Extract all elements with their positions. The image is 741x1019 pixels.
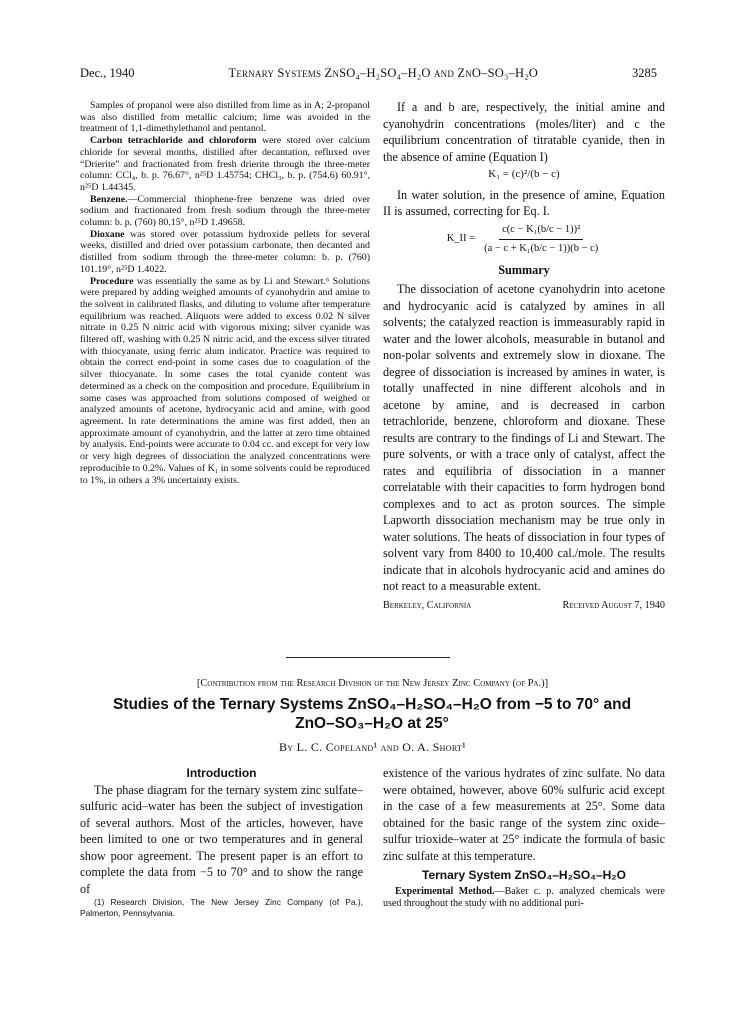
run-in-heading: Carbon tetrachloride and chloroform bbox=[90, 135, 257, 147]
top-right-column bbox=[383, 99, 665, 614]
equation-2-lhs: K_II = bbox=[446, 233, 476, 245]
equation-2-numerator: c(c − K₁(b/c − 1))² bbox=[499, 222, 583, 241]
paragraph-procedure: Procedure was essentially the same as by Li and Stewart.⁶ Solutions were prepared by adding weighed amounts of cyanohydrin and amine to the solvent in calibrated flasks, and diluting to volume after temperature equilibrium was reached. Aliquots were added to excess 0.02 N silver nitrate in 0.25 N nitric acid with vigorous mixing; silver cyanide was filtered off, washing with 0.25 N nitric acid, and the excess silver titrated with thiocyanate, using ferric alum indicator. Practice was required to obtain the correct end-point in some cases due to coagulation of the silver thiocyanate. In some cases the total cyanide content was determined as a check on the composition and procedure. Equilibrium in some cases was approached from solutions composed of weighed or analyzed amounts of acetone, hydrocyanic acid and amine, with good agreement. In rate determinations the amine was first added, then an approximate amount of cyanohydrin, and the latter at zero time obtained by analysis. End-points were accurate to 0.04 cc. and except for very low or very high degrees of dissociation the analyzed concentrations were reproducible to 0.2%. Values of K₁ in some solvents could be reproduced to 1%, in others a 3% uncertainty exists. bbox=[80, 275, 370, 486]
running-head bbox=[80, 66, 657, 84]
header-date: Dec., 1940 bbox=[80, 66, 135, 80]
summary-heading: Summary bbox=[498, 262, 550, 277]
signoff bbox=[383, 598, 665, 615]
header-title: Ternary Systems ZnSO₄–H₂SO₄–H₂O and ZnO–SO₃–H₂O bbox=[228, 66, 539, 80]
run-in-heading: Experimental Method. bbox=[395, 885, 495, 897]
signoff-place: Berkeley, California bbox=[383, 599, 472, 611]
run-in-heading: Benzene. bbox=[90, 193, 128, 205]
run-in-heading: Dioxane bbox=[90, 228, 125, 240]
summary-paragraph: The dissociation of acetone cyanohydrin into acetone and hydrocyanic acid is catalyzed by amines in all solvents; the catalyzed reaction is immeasurably rapid in water and the lower alcohols, measurable in butanol and non-polar solvents and extremely slow in dioxane. The degree of dissociation is increased by amines in water, is totally unaffected in nine different alcohols and in acetone by amine, and is decreased in carbon tetrachloride, benzene, chloroform and dioxane. These results are contrary to the findings of Li and Stewart. The pure solvents, or with a trace only of catalyst, affect the rates and equilibria of dissociation in a manner correlatable with their capacities to form hydrogen bond complexes and to act as proton sources. The simple Lapworth dissociation mechanism may be true only in water solutions. The heats of dissociation in four types of solvent vary from 8400 to 10,400 cal./mole. The results indicate that in alcohols hydrocyanic acid and amines do not react to a measurable extent. bbox=[383, 282, 665, 593]
bottom-left-column bbox=[80, 765, 363, 918]
equation-2-fraction bbox=[481, 222, 601, 258]
authors-line: By L. C. Copeland¹ and O. A. Short¹ bbox=[278, 740, 467, 754]
section-heading-ternary-system: Ternary System ZnSO₄–H₂SO₄–H₂O bbox=[422, 868, 626, 882]
paragraph-propanol: Samples of propanol were also distilled from lime as in A; 2-propanol was also distilled from metallic calcium; lime was avoided in the treatment of 1,1-dimethylethanol and pentanol. bbox=[80, 100, 370, 135]
paragraph-definitions: If a and b are, respectively, the initial amine and cyanohydrin concentrations (moles/liter) and c the equilibrium concentration of titratable cyanide, then in the absence of amine (Equation I) bbox=[383, 100, 665, 164]
paragraph-ccl4: Carbon tetrachloride and chloroform were stored over calcium chloride for several months, distilled after decantation, refluxed over “Drierite” and fractionated from fresh drierite through the three-meter column: CCl₄, b. p. 76.67°, n²⁵D 1.45754; CHCl₃, b. p. (754.6) 60.91°, n²⁵D 1.44345. bbox=[80, 135, 371, 193]
run-in-heading: Procedure bbox=[90, 275, 134, 287]
introduction-heading: Introduction bbox=[186, 766, 257, 780]
paragraph-experimental-method: Experimental Method.—Baker c. p. analyzed chemicals were used throughout the study with no additional puri- bbox=[383, 885, 665, 909]
equation-2 bbox=[383, 222, 665, 258]
introduction-paragraph: The phase diagram for the ternary system zinc sulfate–sulfuric acid–water has been the subject of investigation of several authors. Most of the articles, however, have been limited to one or two temperatures and in general show poor agreement. The present paper is an effort to complete the data from −5 to 70° and to show the range of bbox=[80, 782, 363, 896]
contribution-line: [Contribution from the Research Division of the New Jersey Zinc Company (of Pa.)] bbox=[196, 678, 549, 689]
paragraph-dioxane: Dioxane was stored over potassium hydroxide pellets for several weeks, distilled and dried over potassium carbonate, then decanted and distilled from sodium through the three-meter column: b. p. (760) 101.19°, n²⁵D 1.4022. bbox=[80, 228, 370, 275]
signoff-received: Received August 7, 1940 bbox=[562, 599, 665, 611]
footnote: (1) Research Division, The New Jersey Zinc Company (of Pa.), Palmerton, Pennsylvania. bbox=[80, 897, 363, 918]
continuation-paragraph: existence of the various hydrates of zinc sulfate. No data were obtained, however, above 60% sulfuric acid except in the case of a few measurements at 25°. Some data obtained for the basic range of the system zinc oxide–sulfur trioxide–water at 25° indicate the formula of basic zinc sulfate at this temperature. bbox=[383, 766, 665, 863]
equation-2-denominator: (a − c + K₁(b/c − 1))(b − c) bbox=[484, 243, 599, 254]
paper-title: Studies of the Ternary Systems ZnSO₄–H₂SO₄–H₂O from −5 to 70° and ZnO–SO₃–H₂O at 25° bbox=[112, 696, 632, 732]
bottom-right-column bbox=[383, 765, 665, 911]
equation-1: K₁ = (c)²/(b − c) bbox=[488, 168, 560, 180]
paragraph-equation-2: In water solution, in the presence of amine, Equation II is assumed, correcting for Eq. I. bbox=[383, 187, 665, 218]
header-page-number: 3285 bbox=[632, 66, 657, 80]
section-divider bbox=[286, 657, 450, 658]
paragraph-benzene: Benzene.—Commercial thiophene-free benzene was dried over sodium and fractionated from fresh sodium through the three-meter column: b. p. (760) 80.15°, n²⁵D 1.49658. bbox=[80, 193, 370, 229]
top-left-column bbox=[80, 100, 370, 486]
